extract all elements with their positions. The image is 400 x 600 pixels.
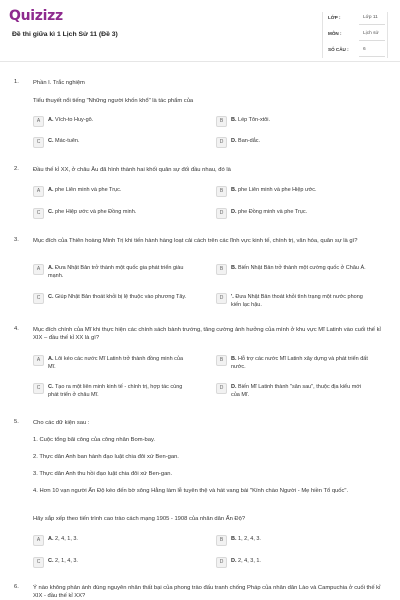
option-text: phe Liên minh và phe Trục. xyxy=(55,187,122,193)
fact-item: 1. Cuộc tổng bãi công của công nhân Bom-bay. xyxy=(33,437,156,443)
option-letter: C xyxy=(33,208,44,219)
question-number: 3. xyxy=(14,237,19,243)
option-label: A. xyxy=(48,117,54,123)
exam-title: Đề thi giữa kì 1 Lịch Sử 11 (Đề 3) xyxy=(12,31,118,38)
option-label: C. xyxy=(48,558,54,564)
option-text: Tạo ra một liên minh kinh tế - chính trị, hợp tác cùng phát triển ở châu Mĩ. xyxy=(48,384,183,398)
option-letter: A xyxy=(33,264,44,275)
info-value: 6 xyxy=(363,47,366,52)
option-label: D. xyxy=(231,384,237,390)
option-text: Biến Mĩ Latinh thành "sân sau", thuộc địa kiểu mới của Mĩ. xyxy=(231,384,362,398)
option-text: Ban-dắc. xyxy=(238,138,261,144)
option-text: phe Liên minh và phe Hiệp ước. xyxy=(238,187,317,193)
section-heading: Phần I. Trắc nghiệm xyxy=(33,80,85,86)
info-key: MÔN : xyxy=(328,31,342,36)
option-letter: B xyxy=(216,186,227,197)
option-label: A. xyxy=(48,265,54,271)
option-letter: B xyxy=(216,264,227,275)
option-text: Lép Tôn-xtôi. xyxy=(238,117,271,123)
info-box xyxy=(322,12,388,58)
option-letter: D xyxy=(216,137,227,148)
option-letter: A xyxy=(33,535,44,546)
worksheet-header xyxy=(0,0,400,62)
option-label: B. xyxy=(231,356,237,362)
info-underline xyxy=(359,40,385,41)
option-letter: B xyxy=(216,535,227,546)
option-letter: A xyxy=(33,116,44,127)
info-key: SỐ CÂU : xyxy=(328,47,349,52)
option-text: Lôi kéo các nước Mĩ Latinh trở thành đồng minh của Mĩ. xyxy=(48,356,184,370)
option-text: Đưa Nhật Bản thoát khỏi tình trạng một nước phong kiến lạc hậu. xyxy=(231,294,363,308)
option-text: Giúp Nhật Bản thoát khỏi bị lệ thuộc vào phương Tây. xyxy=(55,294,187,300)
option-letter: D xyxy=(216,383,227,394)
fact-item: 4. Hơn 10 vạn người Ấn Độ kéo đến bờ sông Hằng làm lễ tuyên thệ và hát vang bài "Kính chào Người - Mẹ hiền Tổ quốc". xyxy=(33,488,349,494)
option-label: C. xyxy=(48,209,54,215)
info-key: LỚP : xyxy=(328,15,341,20)
option-text: 2, 4, 1, 3. xyxy=(55,536,78,542)
option-label: A. xyxy=(48,356,54,362)
option-label: D. xyxy=(231,209,237,215)
option-label: C. xyxy=(48,294,54,300)
question-number: 4. xyxy=(14,326,19,332)
option-letter: C xyxy=(33,383,44,394)
option-text: 1, 2, 4, 3. xyxy=(238,536,261,542)
info-underline xyxy=(359,56,385,57)
info-value: Lớp 11 xyxy=(363,15,378,20)
info-row-subject xyxy=(323,28,389,41)
option-letter: C xyxy=(33,293,44,304)
question-text: Mục đích của Thiên hoàng Minh Trị khi tiến hành hàng loạt cải cách trên các lĩnh vực kinh tế, chính trị, văn hóa, quân sự là gì? xyxy=(33,238,358,244)
option-text: 2, 4, 3, 1. xyxy=(238,558,261,564)
option-label: D. xyxy=(231,558,237,564)
option-letter: C xyxy=(33,137,44,148)
option-text: phe Đồng minh và phe Trục. xyxy=(238,209,308,215)
option-text: 2, 1, 4, 3. xyxy=(55,558,78,564)
fact-item: 3. Thực dân Anh thu hồi đạo luật chia đôi xứ Ben-gan. xyxy=(33,471,173,477)
option-label: C. xyxy=(48,138,54,144)
option-letter: D xyxy=(216,557,227,568)
info-row-class xyxy=(323,12,389,25)
info-value: Lịch sử xyxy=(363,31,379,36)
option-letter: D xyxy=(216,208,227,219)
question-number: 6. xyxy=(14,584,19,590)
option-label: D. xyxy=(231,138,237,144)
option-label: C. xyxy=(48,384,54,390)
question-text: Cho các dữ kiện sau : xyxy=(33,420,90,426)
option-label: B. xyxy=(231,265,237,271)
option-text: Hỗ trợ các nước Mĩ Latinh xây dựng và phát triển đất nước. xyxy=(231,356,368,370)
option-letter: B xyxy=(216,116,227,127)
option-label: A. xyxy=(48,187,54,193)
option-label: B. xyxy=(231,187,237,193)
fact-item: 2. Thực dân Anh ban hành đạo luật chia đôi xứ Ben-gan. xyxy=(33,454,179,460)
question-text: Đầu thế kỉ XX, ở châu Âu đã hình thành hai khối quân sự đối đầu nhau, đó là xyxy=(33,167,231,173)
option-label: A. xyxy=(48,536,54,542)
option-text: Vích-to Huy-gô. xyxy=(55,117,94,123)
info-row-count xyxy=(323,44,389,57)
option-letter: A xyxy=(33,186,44,197)
question-number: 1. xyxy=(14,79,19,85)
question-text: Ý nào không phản ánh đúng nguyên nhân thất bại của phong trào đấu tranh chống Pháp của nhân dân Lào và Campuchia ở cuối thế kỉ XIX - đầu thế kỉ XX? xyxy=(33,585,381,599)
option-text: Đưa Nhật Bản trở thành một quốc gia phát triển giàu mạnh. xyxy=(48,265,184,279)
option-text: Mác-tuên. xyxy=(55,138,80,144)
info-underline xyxy=(359,24,385,25)
question-prompt: Hãy sắp xếp theo tiến trình cao trào cách mạng 1905 - 1908 của nhân dân Ấn Độ? xyxy=(33,516,246,522)
quizizz-logo: Quizizz xyxy=(9,8,63,24)
option-letter: D xyxy=(216,293,227,304)
question-number: 2. xyxy=(14,166,19,172)
option-letter: C xyxy=(33,557,44,568)
option-label: B. xyxy=(231,117,237,123)
question-text: Mục đích chính của Mĩ khi thực hiện các chính sách bành trướng, tăng cường ảnh hưởng của mình ở khu vực Mĩ Latinh vào cuối thế kỉ XIX – đầu thế kỉ XX là gì? xyxy=(33,327,381,341)
option-label: B. xyxy=(231,536,237,542)
question-text: Tiểu thuyết nổi tiếng "Những người khốn khổ" là tác phẩm của xyxy=(33,98,194,104)
option-letter: B xyxy=(216,355,227,366)
option-letter: A xyxy=(33,355,44,366)
option-text: phe Hiệp ước và phe Đồng minh. xyxy=(55,209,137,215)
option-text: Biến Nhật Bản trở thành một cường quốc ở Châu Á. xyxy=(238,265,366,271)
question-number: 5. xyxy=(14,419,19,425)
option-label: '. xyxy=(231,294,234,300)
